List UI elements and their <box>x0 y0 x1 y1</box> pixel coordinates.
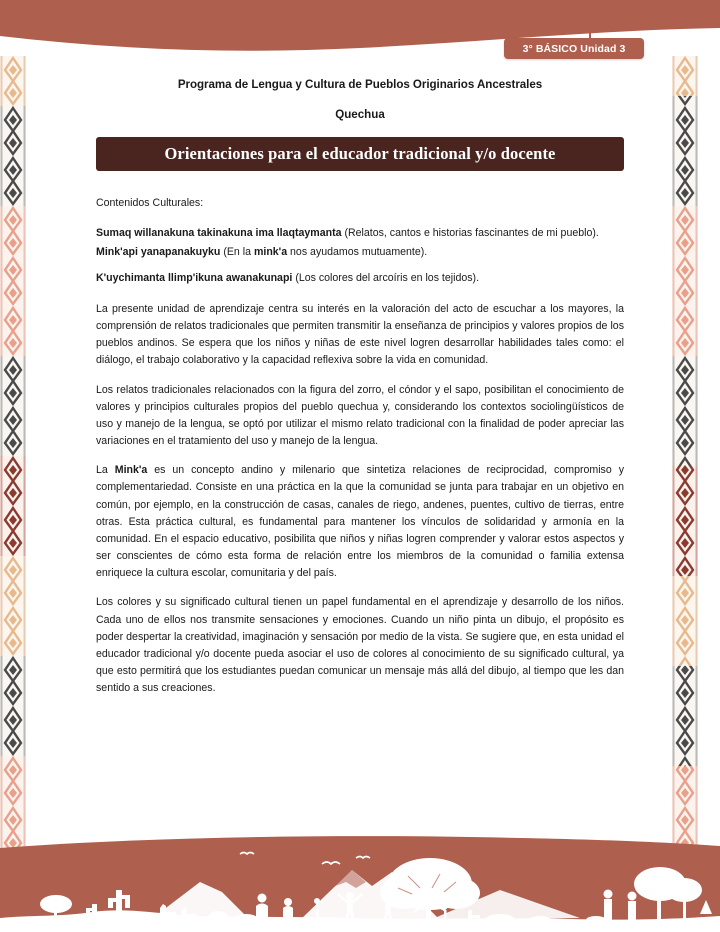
cc-translation-post: nos ayudamos mutuamente). <box>287 245 428 258</box>
cc-quechua-term: Mink'api yanapanakuyku <box>96 245 221 258</box>
cc-translation: (Los colores del arcoíris en los tejidos). <box>292 272 480 285</box>
banner <box>96 137 624 171</box>
cultural-contents-label: Contenidos Culturales: <box>96 197 204 209</box>
cc-translation-bold: mink'a <box>253 245 288 258</box>
paragraph-colores: Los colores y su significado cultural tienen un papel fundamental en el aprendizaje y desarrollo de los niños. Cada uno de ellos nos transmite sensaciones y emociones. Cuando un niño pinta un dibujo, el propósito es poder despertar la creatividad, imaginación y sensación por medio de la vista. Se sugiere que, en esta unidad el educador tradicional y/o docente pueda asociar el uso de colores al conocimiento de su significado cultural, ya que esto permitirá que los estudiantes puedan comunicar un mensaje más allá del dibujo, al tiempo que les dan sentido a sus creaciones. <box>96 596 624 695</box>
minka-post: es un concepto andino y milenario que sintetiza relaciones de reciprocidad, compromiso y complementariedad. Consiste en una práctica en la que la comunidad se junta para trabajar en un objetivo en común, por ejemplo, en la construcción de casas, canales de riego, andenes, puentes, cultivo de tierras, entre otras. Esta práctica cultural, es fundamental para mantener los vínculos de solidaridad y armonía en la comunidad. En el espacio educativo, posibilita que niños y niñas logren comprender y valorar estos aspectos y ser conscientes de cómo esta forma de relación entre los miembros de la comunidad o familia extensa enriquece la cultura escolar, comunitaria y del país. <box>96 464 624 580</box>
left-textile-border <box>0 56 26 856</box>
cc-quechua-term: K'uychimanta llimp'ikuna awanakunapi <box>96 272 293 285</box>
paragraph-relatos: Los relatos tradicionales relacionados con la figura del zorro, el cóndor y el sapo, posibilitan el conocimiento de valores y principios culturales propios del pueblo quechua y, considerando los contextos sociolingüísticos de uso y manejo de la lengua, se optó por utilizar el mismo relato tradicional con la finalidad de poder apreciar las variaciones en el tratamiento del uso y manejo de la lengua. <box>96 383 624 448</box>
bottom-landscape-illustration <box>0 832 720 932</box>
cultural-content-item <box>96 245 624 261</box>
unit-badge: 3° BÁSICO Unidad 3 <box>504 38 644 59</box>
minka-term: Mink'a <box>114 464 148 477</box>
cultural-content-item <box>96 271 624 287</box>
right-textile-border <box>672 56 698 856</box>
cc-quechua-term: Sumaq willanakuna takinakuna ima llaqtaymanta <box>96 227 342 239</box>
content-column <box>96 78 624 709</box>
banner-title: Orientaciones para el educador tradicional y/o docente <box>164 144 556 163</box>
cc-translation-pre: (En la <box>220 245 254 258</box>
cc-translation: (Relatos, cantos e historias fascinantes de mi pueblo). <box>341 227 599 239</box>
paragraph-intro: La presente unidad de aprendizaje centra su interés en la valoración del acto de escuchar a los mayores, la comprensión de relatos tradicionales que permiten transmitir la enseñanza de principios y valores propios de los pueblos andinos. Se espera que los niños y niñas de este nivel logren desarrollar habilidades tales como: el diálogo, el trabajo colaborativo y la capacidad reflexiva sobre la vida en comunidad. <box>96 303 624 367</box>
paragraph-minka <box>96 462 624 582</box>
program-title: Programa de Lengua y Cultura de Pueblos Originarios Ancestrales <box>177 78 543 91</box>
minka-pre: La <box>96 464 115 477</box>
cultural-content-item <box>96 226 624 242</box>
language-title: Quechua <box>335 108 385 121</box>
